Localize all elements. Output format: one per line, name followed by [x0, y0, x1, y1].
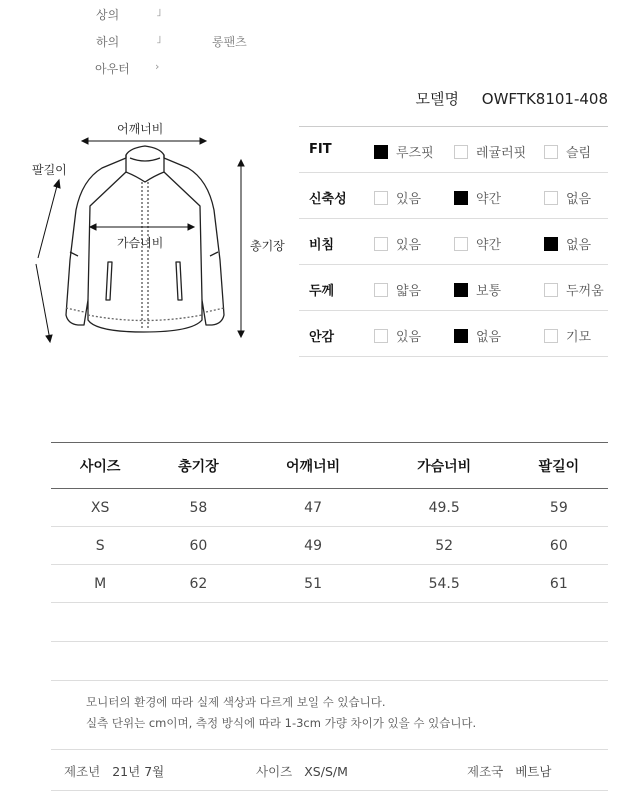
chevron-icon: ˩ — [156, 6, 162, 19]
attr-label: 신축성 — [309, 192, 347, 207]
attr-row-fit — [299, 127, 608, 173]
category-top[interactable] — [96, 6, 162, 23]
attr-option: 없음 — [544, 234, 591, 253]
category-label: 아우터 — [95, 62, 130, 76]
checkbox-filled — [454, 191, 468, 205]
subcategory-label[interactable]: 롱팬츠 — [212, 35, 247, 49]
model-value: OWFTK8101-408 — [481, 90, 608, 108]
table-cell: 47 — [248, 489, 379, 527]
length-label: 총기장 — [250, 239, 285, 253]
info-size-value: XS/S/M — [304, 764, 348, 779]
table-cell: 58 — [149, 489, 247, 527]
header-length: 총기장 — [149, 443, 247, 489]
attr-option: 기모 — [544, 326, 591, 345]
size-table-header — [51, 443, 608, 489]
checkbox-empty — [454, 237, 468, 251]
checkbox-filled — [454, 329, 468, 343]
size-table — [51, 442, 608, 681]
info-made-value: 21년 7월 — [112, 764, 165, 779]
note-measure: 실측 단위는 cm이며, 측정 방식에 따라 1-3cm 가량 차이가 있을 수 있습니다. — [86, 716, 477, 730]
table-cell: 61 — [510, 565, 608, 603]
attr-option: 보통 — [454, 280, 501, 299]
attr-option: 약간 — [454, 188, 501, 207]
attr-row-lining — [299, 311, 608, 357]
sleeve-label: 팔길이 — [32, 163, 67, 177]
table-cell: 52 — [379, 527, 510, 565]
attr-row-stretch — [299, 173, 608, 219]
attr-option: 있음 — [374, 234, 421, 253]
attr-label: 두께 — [309, 284, 335, 299]
model-number — [416, 88, 608, 109]
divider — [51, 749, 608, 750]
attr-row-thickness — [299, 265, 608, 311]
table-cell: 60 — [510, 527, 608, 565]
attr-option: 얇음 — [374, 280, 421, 299]
header-size: 사이즈 — [51, 443, 149, 489]
checkbox-empty — [374, 283, 388, 297]
attribute-grid — [299, 126, 608, 357]
attr-option: 없음 — [544, 188, 591, 207]
table-cell: 49.5 — [379, 489, 510, 527]
info-made-label: 제조년 — [64, 764, 101, 779]
attr-option: 있음 — [374, 326, 421, 345]
table-row — [51, 489, 608, 527]
checkbox-empty — [544, 329, 558, 343]
attr-option: 레귤러핏 — [454, 142, 526, 161]
header-shoulder: 어깨너비 — [248, 443, 379, 489]
table-row — [51, 565, 608, 603]
attr-option: 약간 — [454, 234, 501, 253]
attr-label: 비침 — [309, 238, 335, 253]
table-cell: 59 — [510, 489, 608, 527]
table-row — [51, 527, 608, 565]
table-cell: 60 — [149, 527, 247, 565]
checkbox-empty — [454, 145, 468, 159]
table-row-empty — [51, 642, 608, 681]
category-label: 상의 — [96, 8, 120, 22]
table-cell: S — [51, 527, 149, 565]
table-cell: 51 — [248, 565, 379, 603]
attr-option: 없음 — [454, 326, 501, 345]
checkbox-empty — [544, 145, 558, 159]
attr-row-sheer — [299, 219, 608, 265]
shoulder-label: 어깨너비 — [117, 122, 164, 136]
table-cell: XS — [51, 489, 149, 527]
checkbox-empty — [374, 191, 388, 205]
jacket-illustration — [26, 110, 296, 350]
jacket-diagram — [26, 110, 296, 350]
info-country-label: 제조국 — [467, 764, 504, 779]
checkbox-filled — [454, 283, 468, 297]
checkbox-filled — [544, 237, 558, 251]
table-cell: 49 — [248, 527, 379, 565]
info-size — [256, 762, 348, 780]
model-label: 모델명 — [415, 90, 459, 108]
attr-option: 두꺼움 — [544, 280, 604, 299]
checkbox-empty — [544, 191, 558, 205]
attr-label: FIT — [309, 142, 332, 157]
checkbox-filled — [374, 145, 388, 159]
info-size-label: 사이즈 — [256, 764, 293, 779]
info-country — [467, 762, 551, 780]
info-country-value: 베트남 — [515, 764, 552, 779]
category-bottom[interactable] — [96, 33, 247, 50]
checkbox-empty — [374, 237, 388, 251]
note-color: 모니터의 환경에 따라 실제 색상과 다르게 보일 수 있습니다. — [86, 695, 386, 709]
table-row-empty — [51, 603, 608, 642]
header-sleeve: 팔길이 — [510, 443, 608, 489]
attr-option: 있음 — [374, 188, 421, 207]
attr-label: 안감 — [309, 330, 335, 345]
category-label: 하의 — [96, 35, 120, 49]
attr-option: 루즈핏 — [374, 142, 434, 161]
table-cell: 54.5 — [379, 565, 510, 603]
attr-option: 슬림 — [544, 142, 591, 161]
divider — [51, 790, 608, 791]
table-cell: 62 — [149, 565, 247, 603]
chevron-right-icon: › — [155, 60, 160, 73]
table-cell: M — [51, 565, 149, 603]
category-outer[interactable] — [95, 60, 160, 77]
info-made — [64, 762, 164, 780]
header-chest: 가슴너비 — [379, 443, 510, 489]
checkbox-empty — [544, 283, 558, 297]
chevron-icon: ˩ — [156, 33, 162, 46]
chest-label: 가슴너비 — [117, 236, 164, 250]
checkbox-empty — [374, 329, 388, 343]
